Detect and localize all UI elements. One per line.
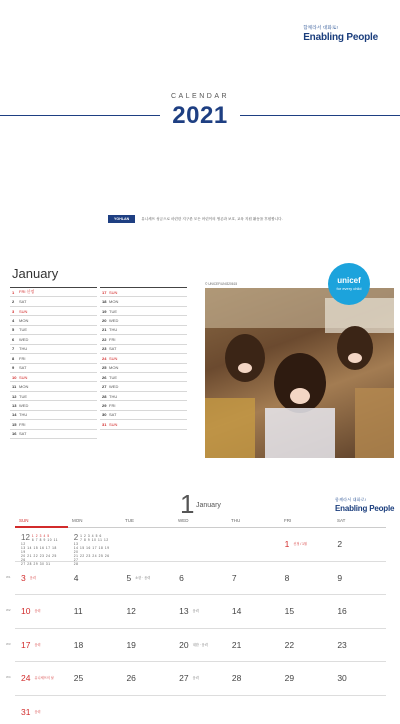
next-month-week: 28 — [73, 562, 79, 566]
day-list-weekday: WED — [109, 384, 119, 390]
weekday-fri: FRI — [284, 518, 292, 523]
day-list-weekday: SUN — [109, 355, 118, 361]
day-list-weekday: FRI — [109, 402, 116, 408]
day-list-number: 27 — [102, 384, 107, 390]
day-cell — [175, 662, 228, 695]
day-list-row — [10, 354, 97, 363]
prev-month-week: 1 2 3 4 5 — [31, 534, 50, 538]
prev-month-week: 20 21 22 23 24 25 26 — [21, 554, 57, 562]
day-list-row — [10, 420, 97, 429]
day-cell — [6, 562, 70, 595]
day-cell — [228, 562, 281, 595]
day-cell — [122, 562, 175, 595]
day-list-number: 19 — [102, 308, 107, 314]
week-row — [6, 595, 386, 629]
day-cell — [6, 629, 70, 662]
day-list-row — [10, 345, 97, 354]
pledge-text: 유니세프 성금으로 마련한 지구촌 모든 어린이의 생존과 보호, 교육 지원 활동을 후원합니다. — [141, 216, 283, 221]
day-cell — [70, 528, 123, 566]
day-list-row — [10, 326, 97, 335]
day-list-row — [100, 307, 187, 316]
day-note: 음력 — [192, 676, 199, 680]
day-number: 2 — [337, 539, 343, 549]
day-number: 19 — [126, 639, 136, 650]
day-list-row — [100, 345, 187, 354]
day-list-row — [100, 316, 187, 325]
next-month-week: 14 15 16 17 18 19 20 — [73, 546, 110, 554]
prev-month-week: 13 14 15 16 17 18 19 — [21, 546, 57, 554]
day-list-row — [10, 364, 97, 373]
day-cell — [228, 662, 281, 695]
day-list-number: 15 — [12, 421, 17, 427]
day-list-weekday: TUE — [109, 374, 117, 380]
day-number: 27 — [179, 673, 189, 683]
day-list-number: 18 — [102, 299, 107, 305]
day-list-number: 11 — [12, 384, 17, 390]
week-number: W3 — [6, 641, 11, 646]
day-note: 유니세프의 날 — [34, 676, 54, 680]
day-list-weekday: THU — [19, 346, 28, 352]
week-number: W2 — [6, 608, 11, 612]
day-list-weekday: FRI 신정 — [19, 289, 35, 295]
next-month-number: 2 — [73, 533, 79, 542]
day-number: 10 — [21, 606, 31, 616]
day-list-row — [10, 335, 97, 344]
day-list-number: 26 — [102, 374, 107, 380]
brand-mark — [303, 25, 378, 43]
day-list-number: 16 — [12, 431, 17, 437]
day-list-number: 24 — [102, 355, 107, 361]
week-row — [15, 528, 386, 566]
day-list-row — [100, 373, 187, 382]
pledge-banner — [108, 215, 283, 223]
day-list-number: 23 — [102, 346, 107, 352]
unicef-logo — [328, 263, 370, 305]
day-list-weekday: TUE — [109, 308, 117, 314]
day-list-number: 13 — [12, 402, 17, 408]
day-list-weekday: FRI — [19, 355, 26, 361]
photo-illustration — [205, 288, 394, 458]
day-list-row — [10, 382, 97, 391]
day-cell — [15, 528, 70, 566]
day-list-row — [10, 401, 97, 410]
day-list-weekday: MON — [109, 299, 119, 305]
day-list-weekday: MON — [109, 365, 119, 371]
week-row — [6, 662, 386, 696]
day-number: 8 — [284, 572, 290, 583]
day-cell — [175, 629, 228, 662]
day-list-number: 29 — [102, 402, 107, 408]
day-list-row — [100, 297, 187, 306]
day-note: 대한 · 음력 — [192, 642, 208, 647]
day-cell — [333, 629, 386, 662]
day-number: 22 — [284, 639, 295, 650]
day-cell — [333, 528, 386, 561]
day-number: 17 — [21, 639, 31, 650]
weekday-thu: THU — [231, 518, 241, 523]
day-cell — [122, 662, 175, 695]
day-number: 30 — [337, 673, 347, 683]
unicef-logo-tagline: for every child — [336, 286, 362, 291]
day-cell — [228, 595, 281, 628]
day-list-left — [10, 287, 97, 439]
day-cell — [175, 528, 228, 561]
children-photo — [205, 288, 394, 458]
day-note: 음력 — [34, 709, 41, 714]
month-number: 1 — [180, 489, 195, 519]
month-grid — [6, 528, 386, 724]
day-cell — [281, 629, 334, 662]
day-list-weekday: WED — [19, 402, 29, 408]
day-cell — [281, 528, 334, 561]
day-cell — [333, 562, 386, 595]
day-list-row — [10, 430, 97, 439]
day-list-number: 25 — [102, 365, 107, 371]
year-title: 2021 — [172, 102, 228, 129]
day-number: 11 — [73, 606, 83, 616]
day-list-row — [100, 364, 187, 373]
day-cell — [228, 528, 281, 561]
weekday-sat: SAT — [337, 518, 346, 523]
day-list-weekday: SAT — [109, 412, 117, 418]
day-cell — [70, 696, 123, 724]
next-month-week: 1 2 3 4 5 6 — [80, 534, 102, 538]
day-list-weekday: SAT — [109, 346, 117, 352]
month-heading: January — [12, 266, 59, 281]
weekday-tue: TUE — [125, 518, 134, 523]
day-list-weekday: SUN — [19, 374, 28, 380]
day-cell — [333, 662, 386, 695]
day-note: 음력 — [34, 609, 41, 613]
day-list-number: 31 — [102, 421, 107, 427]
pledge-tag: YOHLAN — [108, 215, 135, 223]
day-list-weekday: SAT — [19, 365, 27, 371]
week-row — [15, 696, 386, 724]
grid-brand-wordmark: Enabling People — [335, 504, 395, 513]
weekday-mon: MON — [72, 518, 83, 523]
day-cell — [70, 629, 123, 662]
day-number: 3 — [21, 572, 26, 583]
day-cell — [175, 696, 228, 724]
day-list-weekday: THU — [109, 327, 118, 333]
day-list-number: 8 — [12, 355, 15, 361]
day-list-number: 22 — [102, 336, 107, 342]
day-number: 23 — [337, 639, 347, 650]
weekday-header — [15, 518, 386, 528]
day-cell — [122, 595, 175, 628]
prev-month-week: 6 7 8 9 10 11 12 — [21, 538, 59, 546]
day-list-weekday: THU — [109, 393, 118, 399]
day-list-number: 2 — [12, 299, 15, 305]
day-number: 21 — [231, 639, 242, 650]
grid-brand-mark — [335, 497, 394, 513]
day-list-number: 30 — [102, 412, 107, 418]
day-cell — [122, 528, 175, 561]
day-number: 7 — [231, 572, 237, 583]
day-list-row — [10, 392, 97, 401]
day-list-row — [100, 326, 187, 335]
prev-month-number: 12 — [21, 533, 30, 542]
day-list-row — [100, 382, 187, 391]
day-list-row — [10, 297, 97, 306]
day-cell — [6, 595, 70, 628]
day-list-row — [100, 288, 187, 297]
day-note: 신정 / 1월 — [293, 542, 307, 546]
day-list-number: 6 — [12, 336, 15, 342]
day-list-row — [10, 288, 97, 297]
day-list-weekday: SUN — [109, 421, 118, 427]
day-list-row — [100, 354, 187, 363]
next-month-week: 21 22 23 24 25 26 27 — [73, 554, 110, 562]
unicef-logo-name: unicef — [337, 276, 361, 285]
day-cell — [228, 696, 281, 724]
photo-credit: © UNICEF/UNI320615 — [205, 282, 238, 286]
day-number: 29 — [284, 673, 295, 683]
day-list-number: 3 — [12, 308, 15, 314]
week-number: W4 — [6, 675, 11, 679]
day-list-number: 28 — [102, 393, 107, 399]
day-cell — [15, 696, 70, 724]
day-list-row — [100, 420, 187, 429]
weekday-wed: WED — [178, 518, 189, 523]
day-list-weekday: SAT — [19, 431, 27, 437]
day-number: 4 — [73, 572, 79, 583]
day-number: 26 — [126, 673, 136, 683]
day-list-weekday: MON — [19, 384, 29, 390]
day-number: 25 — [73, 673, 84, 683]
day-list-number: 5 — [12, 327, 15, 333]
day-list-number: 20 — [102, 318, 107, 324]
day-cell — [70, 562, 123, 595]
day-cell — [175, 562, 228, 595]
day-number: 9 — [337, 572, 343, 583]
day-number: 24 — [21, 673, 31, 683]
day-cell — [333, 696, 386, 724]
day-list-weekday: FRI — [109, 336, 116, 342]
day-list-row — [10, 411, 97, 420]
day-list-weekday: WED — [19, 336, 29, 342]
day-cell — [281, 595, 334, 628]
week-row — [6, 629, 386, 663]
week-number: W1 — [6, 574, 11, 579]
day-number: 16 — [337, 606, 347, 616]
day-cell — [281, 662, 334, 695]
day-cell — [281, 562, 334, 595]
day-list-right — [100, 287, 187, 430]
day-cell — [228, 629, 281, 662]
day-list-weekday: SUN — [109, 289, 118, 295]
day-number: 12 — [126, 606, 136, 616]
day-list-row — [100, 411, 187, 420]
day-list-number: 7 — [12, 346, 15, 352]
day-list-number: 1 — [12, 289, 15, 295]
next-month-week: 7 8 9 10 11 12 13 — [73, 538, 109, 546]
week-row — [6, 562, 386, 596]
day-list-row — [100, 335, 187, 344]
day-number: 5 — [126, 572, 132, 583]
day-cell — [70, 662, 123, 695]
day-list-weekday: MON — [19, 318, 29, 324]
day-list-number: 21 — [102, 327, 107, 333]
month-label: January — [196, 502, 221, 509]
day-number: 1 — [284, 539, 290, 549]
day-note: 음력 — [29, 575, 36, 580]
day-list-weekday: THU — [19, 412, 28, 418]
day-cell — [122, 629, 175, 662]
day-cell — [70, 595, 123, 628]
brand-slogan: 함께라서 대화로! — [303, 25, 338, 30]
prev-month-week: 27 28 29 30 31 — [21, 562, 51, 566]
day-list-weekday: WED — [109, 318, 119, 324]
day-list-row — [10, 316, 97, 325]
day-list-weekday: SAT — [19, 299, 27, 305]
day-list-number: 10 — [12, 374, 17, 380]
day-cell — [175, 595, 228, 628]
day-number: 18 — [73, 639, 84, 650]
day-list-number: 9 — [12, 365, 15, 371]
day-list-number: 12 — [12, 393, 17, 399]
day-cell — [281, 696, 334, 724]
day-number: 15 — [284, 606, 295, 616]
day-number: 13 — [179, 606, 189, 616]
day-number: 14 — [231, 606, 242, 616]
day-list-row — [10, 373, 97, 382]
day-list-weekday: TUE — [19, 393, 27, 399]
day-note: 음력 — [34, 642, 41, 647]
day-list-weekday: TUE — [19, 327, 27, 333]
grid-brand-slogan: 함께라서 대화로! — [335, 497, 367, 502]
day-list-weekday: FRI — [19, 421, 26, 427]
day-list-row — [100, 401, 187, 410]
day-list-number: 17 — [102, 289, 107, 295]
day-list-number: 14 — [12, 412, 17, 418]
day-list-weekday: SUN — [19, 308, 28, 314]
day-number: 31 — [21, 706, 31, 717]
day-list-row — [10, 307, 97, 316]
day-list-row — [100, 392, 187, 401]
weekday-sun: SUN — [15, 518, 68, 528]
day-number: 28 — [231, 673, 242, 683]
day-cell — [333, 595, 386, 628]
day-cell — [6, 662, 70, 695]
brand-wordmark: Enabling People — [303, 32, 378, 43]
day-cell — [122, 696, 175, 724]
day-note: 음력 — [192, 609, 199, 613]
day-list-number: 4 — [12, 318, 15, 324]
day-number: 6 — [179, 572, 184, 583]
calendar-label: CALENDAR — [170, 93, 230, 100]
day-note: 소한 · 음력 — [135, 575, 151, 580]
day-number: 20 — [179, 639, 189, 650]
